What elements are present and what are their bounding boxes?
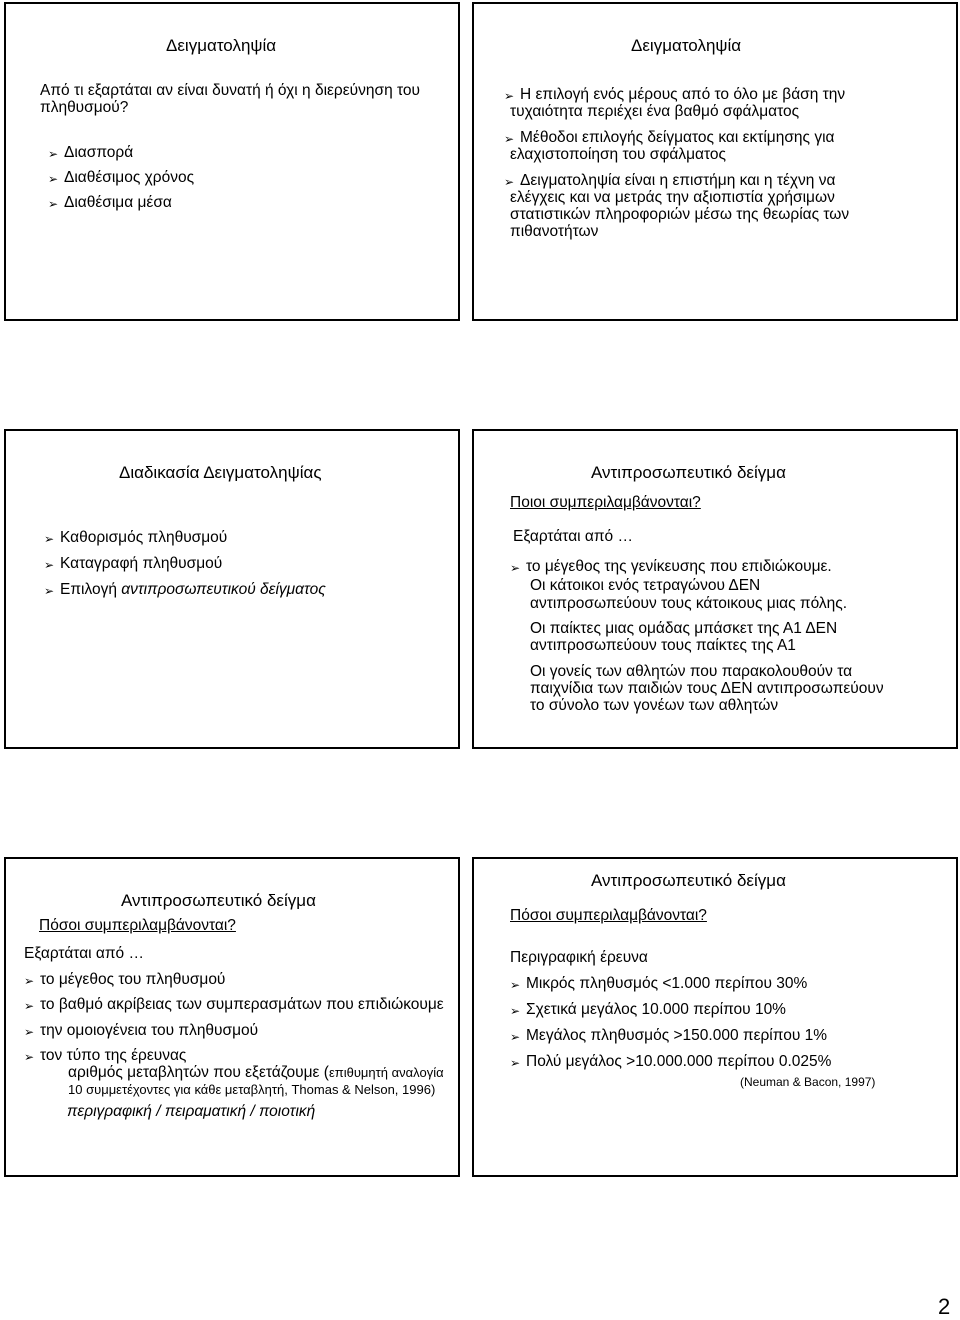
slide-6-survey: Περιγραφική έρευνα xyxy=(510,949,648,966)
bullet-icon: ➢ xyxy=(24,1025,35,1039)
slide-3-item-1: Καθορισμός πληθυσμού xyxy=(60,529,228,546)
slide-2-bullet-2-line1: Μέθοδοι επιλογής δείγματος και εκτίμησης για xyxy=(520,129,835,146)
slide-6-item: Μεγάλος πληθυσμός >150.000 περίπου 1% xyxy=(526,1027,828,1044)
slide-6-question: Πόσοι συμπεριλαμβάνονται? xyxy=(510,907,707,924)
slide-4-question: Ποιοι συμπεριλαμβάνονται? xyxy=(510,494,701,511)
slide-5-depends: Εξαρτάται από … xyxy=(24,945,144,962)
slide-3-item-3 xyxy=(60,581,326,599)
slide-5-item: το βαθμό ακρίβειας των συμπερασμάτων που επιδιώκουμε xyxy=(40,996,444,1013)
slide-5-item: το μέγεθος του πληθυσμού xyxy=(40,971,226,988)
slide-4-example-3-line3: το σύνολο των γονέων των αθλητών xyxy=(530,697,779,714)
bullet-icon: ➢ xyxy=(510,1056,521,1070)
bullet-icon: ➢ xyxy=(48,172,59,186)
slide-1-question-line2: πληθυσμού? xyxy=(40,99,129,116)
page-number: 2 xyxy=(938,1294,951,1319)
slide-3 xyxy=(4,429,460,749)
slide-6-title: Αντιπροσωπευτικό δείγμα xyxy=(591,871,786,890)
slide-6-item: Πολύ μεγάλος >10.000.000 περίπου 0.025% xyxy=(526,1053,832,1070)
bullet-icon: ➢ xyxy=(48,197,59,211)
bullet-icon: ➢ xyxy=(48,147,59,161)
bullet-icon: ➢ xyxy=(504,132,515,146)
slide-5-sub-line1 xyxy=(68,1064,444,1082)
slide-6-item: Μικρός πληθυσμός <1.000 περίπου 30% xyxy=(526,975,808,992)
slide-5-title: Αντιπροσωπευτικό δείγμα xyxy=(121,891,316,910)
slide-4-example-1-line2: αντιπροσωπεύουν τους κάτοικους μιας πόλης. xyxy=(530,595,848,612)
slide-4-example-1-line1: Οι κάτοικοι ενός τετραγώνου ΔΕΝ xyxy=(530,577,761,594)
bullet-icon: ➢ xyxy=(504,89,515,103)
slide-3-item-3-emphasis: αντιπροσωπευτικού δείγματος xyxy=(121,581,326,598)
slide-2-bullet-3-line3: στατιστικών πληροφοριών μέσω της θεωρίας των xyxy=(510,206,850,223)
bullet-icon: ➢ xyxy=(510,1030,521,1044)
bullet-icon: ➢ xyxy=(44,584,55,598)
slide-1 xyxy=(4,2,460,321)
bullet-icon: ➢ xyxy=(504,175,515,189)
slide-3-item-2: Καταγραφή πληθυσμού xyxy=(60,555,223,572)
slide-2-bullet-1-line2: τυχαιότητα περιέχει ένα βαθμό σφάλματος xyxy=(510,103,800,120)
slide-2-title: Δειγματοληψία xyxy=(631,36,742,55)
slide-5-question: Πόσοι συμπεριλαμβάνονται? xyxy=(39,917,236,934)
slide-1-question-line1: Από τι εξαρτάται αν είναι δυνατή ή όχι η διερεύνηση του xyxy=(40,82,420,99)
slide-3-item-3-prefix: Επιλογή xyxy=(60,581,122,598)
slide-4-example-2-line2: αντιπροσωπεύουν τους παίκτες της Α1 xyxy=(530,637,796,654)
slide-1-item: Διαθέσιμα μέσα xyxy=(64,194,172,211)
bullet-icon: ➢ xyxy=(510,561,521,575)
slide-4-depends: Εξαρτάται από … xyxy=(513,528,633,545)
slide-5-sub-line1-main: αριθμός μεταβλητών που εξετάζουμε ( xyxy=(68,1064,329,1081)
slide-2 xyxy=(472,2,958,321)
slide-4-example-2-line1: Οι παίκτες μιας ομάδας μπάσκετ της Α1 ΔΕΝ xyxy=(530,620,838,637)
bullet-icon: ➢ xyxy=(44,558,55,572)
bullet-icon: ➢ xyxy=(24,999,35,1013)
bullet-icon: ➢ xyxy=(510,1004,521,1018)
bullet-icon: ➢ xyxy=(24,974,35,988)
slide-2-bullet-3-line1: Δειγματοληψία είναι η επιστήμη και η τέχνη να xyxy=(520,172,836,189)
slide-1-item: Διαθέσιμος χρόνος xyxy=(64,169,195,186)
slide-2-bullet-3-line4: πιθανοτήτων xyxy=(510,223,599,240)
slide-5 xyxy=(4,857,460,1177)
slide-1-title: Δειγματοληψία xyxy=(166,36,277,55)
slide-4-example-3-line2: παιχνίδια των παιδιών τους ΔΕΝ αντιπροσωπεύουν xyxy=(530,680,884,697)
slide-2-bullet-2-line2: ελαχιστοποίηση του σφάλματος xyxy=(510,146,727,163)
slide-5-item: την ομοιογένεια του πληθυσμού xyxy=(40,1022,259,1039)
slide-4 xyxy=(472,429,958,749)
slide-4-title: Αντιπροσωπευτικό δείγμα xyxy=(591,463,786,482)
bullet-icon: ➢ xyxy=(24,1050,35,1064)
slide-3-title: Διαδικασία Δειγματοληψίας xyxy=(119,463,322,482)
slide-1-item: Διασπορά xyxy=(64,144,134,161)
slide-5-sub-line2: 10 συμμετέχοντες για κάθε μεταβλητή, Thomas & Nelson, 1996) xyxy=(68,1082,436,1097)
slide-5-item: τον τύπο της έρευνας xyxy=(40,1047,187,1064)
slide-2-bullet-3-line2: ελέγχεις και να μετράς την αξιοπιστία χρήσιμων xyxy=(510,189,835,206)
slide-5-types: περιγραφική / πειραματική / ποιοτική xyxy=(67,1103,316,1120)
slide-4-example-3-line1: Οι γονείς των αθλητών που παρακολουθούν τα xyxy=(530,663,853,680)
slide-6-citation: (Neuman & Bacon, 1997) xyxy=(740,1075,876,1089)
bullet-icon: ➢ xyxy=(510,978,521,992)
slide-2-bullet-1-line1: Η επιλογή ενός μέρους από το όλο με βάση την xyxy=(520,86,846,103)
slide-5-sub-line1-note: επιθυμητή αναλογία xyxy=(328,1065,444,1080)
slide-6-item: Σχετικά μεγάλος 10.000 περίπου 10% xyxy=(526,1001,786,1018)
slide-6 xyxy=(472,857,958,1177)
bullet-icon: ➢ xyxy=(44,532,55,546)
slide-4-bullet: το μέγεθος της γενίκευσης που επιδιώκουμε. xyxy=(526,558,832,575)
